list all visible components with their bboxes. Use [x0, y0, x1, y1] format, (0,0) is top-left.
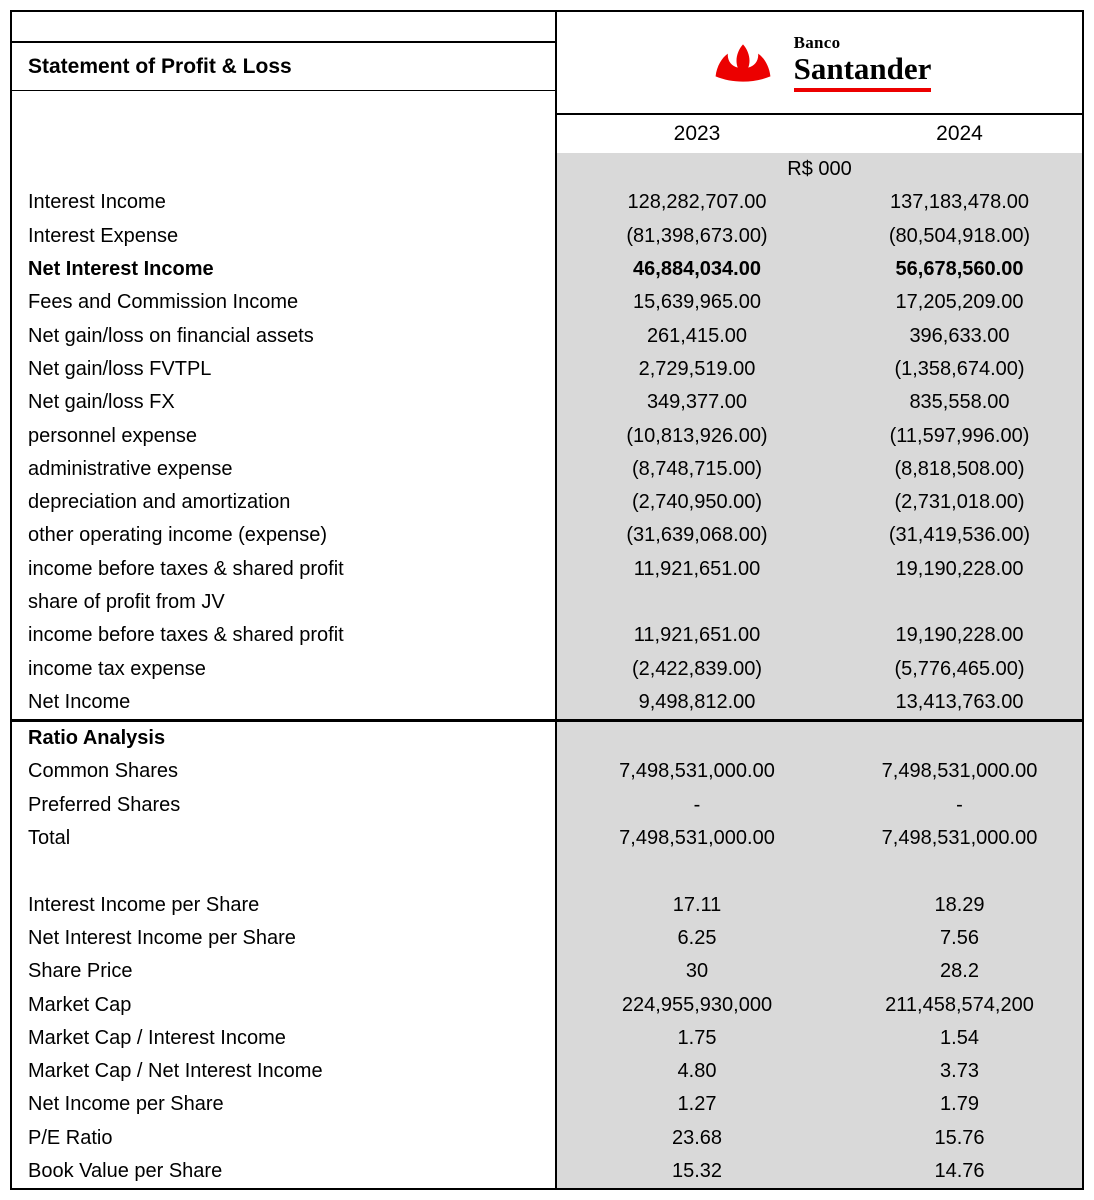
value-2024: 1.54	[837, 1022, 1082, 1055]
value-2023: -	[557, 789, 837, 822]
table-row	[12, 619, 1082, 652]
value-2023: 4.80	[557, 1055, 837, 1088]
santander-flame-icon	[708, 39, 778, 87]
value-2023: 11,921,651.00	[557, 553, 837, 586]
row-label: Net Income per Share	[12, 1088, 557, 1121]
row-label: Total	[12, 822, 557, 855]
row-label: Interest Income per Share	[12, 889, 557, 922]
value-2023: 9,498,812.00	[557, 686, 837, 719]
table-row	[12, 889, 1082, 922]
table-row	[12, 922, 1082, 955]
logo-banco-text: Banco	[793, 32, 841, 52]
table-row	[12, 586, 1082, 619]
header-right	[557, 12, 1082, 153]
pnl-rows	[12, 186, 1082, 719]
value-2024: 7.56	[837, 922, 1082, 955]
value-2024: (1,358,674.00)	[837, 353, 1082, 386]
value-2024: (5,776,465.00)	[837, 652, 1082, 685]
table-row	[12, 686, 1082, 719]
row-label: depreciation and amortization	[12, 486, 557, 519]
value-2023	[557, 722, 837, 755]
table-row	[12, 553, 1082, 586]
table-row	[12, 419, 1082, 452]
table-row	[12, 220, 1082, 253]
table-row	[12, 855, 1082, 888]
row-label: Net gain/loss FVTPL	[12, 353, 557, 386]
currency-note: R$ 000	[557, 153, 1082, 186]
value-2023: (2,740,950.00)	[557, 486, 837, 519]
value-2024: 396,633.00	[837, 319, 1082, 352]
santander-logo	[557, 12, 1082, 115]
value-2023: 1.75	[557, 1022, 837, 1055]
value-2023: 6.25	[557, 922, 837, 955]
value-2024: 13,413,763.00	[837, 686, 1082, 719]
value-2023: (81,398,673.00)	[557, 220, 837, 253]
row-label: Interest Income	[12, 186, 557, 219]
value-2024: 7,498,531,000.00	[837, 755, 1082, 788]
value-2023: 7,498,531,000.00	[557, 822, 837, 855]
row-label: income tax expense	[12, 652, 557, 685]
column-header-2024: 2024	[936, 122, 983, 145]
value-2024: 3.73	[837, 1055, 1082, 1088]
table-row	[12, 286, 1082, 319]
value-2024: (2,731,018.00)	[837, 486, 1082, 519]
value-2023: (8,748,715.00)	[557, 453, 837, 486]
value-2024: 1.79	[837, 1088, 1082, 1121]
row-label: Fees and Commission Income	[12, 286, 557, 319]
table-row	[12, 955, 1082, 988]
row-label: Interest Expense	[12, 220, 557, 253]
row-label: income before taxes & shared profit	[12, 553, 557, 586]
value-2023	[557, 586, 837, 619]
table-row	[12, 1022, 1082, 1055]
row-label: Net gain/loss FX	[12, 386, 557, 419]
currency-note-row	[12, 153, 1082, 186]
table-row	[12, 186, 1082, 219]
value-2024: (8,818,508.00)	[837, 453, 1082, 486]
value-2024: 211,458,574,200	[837, 988, 1082, 1021]
value-2024: 17,205,209.00	[837, 286, 1082, 319]
table-row	[12, 1088, 1082, 1121]
row-label: personnel expense	[12, 419, 557, 452]
value-2023: 15,639,965.00	[557, 286, 837, 319]
row-label: Market Cap	[12, 988, 557, 1021]
row-label: Book Value per Share	[12, 1155, 557, 1188]
table-row	[12, 1122, 1082, 1155]
table-row	[12, 789, 1082, 822]
row-label: Common Shares	[12, 755, 557, 788]
year-header-row	[557, 115, 1082, 153]
logo-wordmark	[794, 33, 932, 93]
row-label: Net Income	[12, 686, 557, 719]
table-row	[12, 453, 1082, 486]
row-label: Preferred Shares	[12, 789, 557, 822]
table-row	[12, 755, 1082, 788]
table-row	[12, 486, 1082, 519]
row-label: P/E Ratio	[12, 1122, 557, 1155]
value-2023: 17.11	[557, 889, 837, 922]
financial-statement-sheet	[10, 10, 1084, 1190]
row-label	[12, 153, 557, 186]
header-left	[12, 12, 557, 153]
ratio-rows	[12, 722, 1082, 1188]
table-row	[12, 722, 1082, 755]
value-2024: 7,498,531,000.00	[837, 822, 1082, 855]
value-2023: 1.27	[557, 1088, 837, 1121]
logo-underline	[794, 88, 932, 92]
value-2023: 11,921,651.00	[557, 619, 837, 652]
row-label: Market Cap / Net Interest Income	[12, 1055, 557, 1088]
row-label	[12, 855, 557, 888]
value-2024: (31,419,536.00)	[837, 519, 1082, 552]
row-label: share of profit from JV	[12, 586, 557, 619]
table-row	[12, 1155, 1082, 1188]
row-label: Ratio Analysis	[12, 722, 557, 755]
value-2023: 224,955,930,000	[557, 988, 837, 1021]
table-row	[12, 253, 1082, 286]
table-row	[12, 319, 1082, 352]
value-2024	[837, 586, 1082, 619]
value-2023: 46,884,034.00	[557, 253, 837, 286]
value-2023: 15.32	[557, 1155, 837, 1188]
value-2024: 137,183,478.00	[837, 186, 1082, 219]
value-2023: (2,422,839.00)	[557, 652, 837, 685]
value-2024: -	[837, 789, 1082, 822]
value-2024: 14.76	[837, 1155, 1082, 1188]
value-2023: 7,498,531,000.00	[557, 755, 837, 788]
row-label: Market Cap / Interest Income	[12, 1022, 557, 1055]
sheet-header	[12, 12, 1082, 153]
value-2024	[837, 722, 1082, 755]
value-2024: 15.76	[837, 1122, 1082, 1155]
row-label: Net gain/loss on financial assets	[12, 319, 557, 352]
table-row	[12, 386, 1082, 419]
row-label: income before taxes & shared profit	[12, 619, 557, 652]
value-2024: (11,597,996.00)	[837, 419, 1082, 452]
row-label: administrative expense	[12, 453, 557, 486]
table-row	[12, 519, 1082, 552]
value-2024: 56,678,560.00	[837, 253, 1082, 286]
table-row	[12, 822, 1082, 855]
value-2023: (31,639,068.00)	[557, 519, 837, 552]
value-2023: 261,415.00	[557, 319, 837, 352]
row-label: Net Interest Income per Share	[12, 922, 557, 955]
row-label: other operating income (expense)	[12, 519, 557, 552]
logo-santander-text: Santander	[793, 50, 932, 86]
value-2024: (80,504,918.00)	[837, 220, 1082, 253]
value-2024: 18.29	[837, 889, 1082, 922]
table-row	[12, 988, 1082, 1021]
page-title: Statement of Profit & Loss	[12, 43, 555, 91]
value-2024: 28.2	[837, 955, 1082, 988]
value-2023: 23.68	[557, 1122, 837, 1155]
value-2023: (10,813,926.00)	[557, 419, 837, 452]
row-label: Net Interest Income	[12, 253, 557, 286]
header-left-filler	[12, 91, 555, 153]
top-empty-cell	[12, 12, 555, 43]
value-2024: 835,558.00	[837, 386, 1082, 419]
value-2023: 2,729,519.00	[557, 353, 837, 386]
row-label: Share Price	[12, 955, 557, 988]
column-header-2023: 2023	[673, 122, 721, 145]
table-row	[12, 1055, 1082, 1088]
table-row	[12, 353, 1082, 386]
value-2024: 19,190,228.00	[837, 619, 1082, 652]
value-2023: 128,282,707.00	[557, 186, 837, 219]
table-row	[12, 652, 1082, 685]
value-2023	[557, 855, 837, 888]
value-2024	[837, 855, 1082, 888]
value-2024: 19,190,228.00	[837, 553, 1082, 586]
value-2023: 349,377.00	[557, 386, 837, 419]
value-2023: 30	[557, 955, 837, 988]
